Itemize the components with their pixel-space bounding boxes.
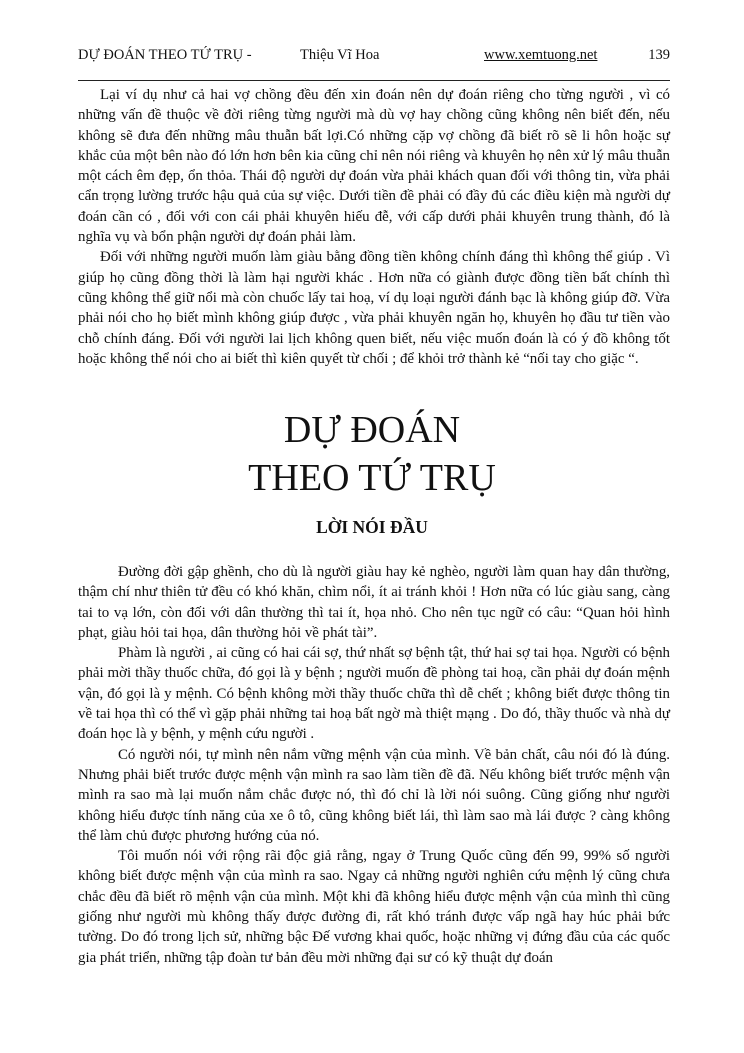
paragraph: Lại ví dụ như cả hai vợ chồng đều đến xin đoán nên dự đoán riêng cho từng người , vì có những vấn đề thuộc về đời riêng từng người mà dù vợ hay chồng cũng không nên biết đến, nếu không sẽ đưa đến những mâu thuẫn bất lợi.Có những cặp vợ chồng đã biết rõ sẽ li hôn hoặc sự khắc của một bên nào đó lớn hơn bên kia cũng chỉ nên nói riêng và khuyên họ nên xử lý mâu thuẫn một cách êm đẹp, ổn thỏa. Thái độ người dự đoán vừa phải khách quan đối với thông tin, vừa phải cẩn trọng lường trước hậu quả của sự việc. Dưới tiền đề phải có đầy đủ các điều kiện mà người dự đoán cần có , đối với con cái phải khuyên hiếu đễ, với cấp dưới phải khuyên trung thành, đó là nghĩa vụ và bổn phận người dự đoán phải làm. bbox=[78, 87, 670, 246]
paragraph: Tôi muốn nói với rộng rãi độc giả rằng, ngay ở Trung Quốc cũng đến 99, 99% số người không biết được mệnh vận của mình ra sao. Ngay cả những người nghiên cứu mệnh lý cũng chưa chắc đều đã biết rõ mệnh vận của mình. Một khi đã không hiểu được mệnh vận của mình thì cũng giống như người mù không thấy được đường đi, rất khó tránh được vấp ngã hay húc phải bức tường. Do đó trong lịch sử, những bậc Đế vương khai quốc, hoặc những vị đứng đầu của các quốc gia phát triển, những tập đoàn tư bản đều mời những đại sư có kỹ thuật dự đoán bbox=[78, 848, 670, 966]
header-book-title: DỰ ĐOÁN THEO TỨ TRỤ - bbox=[78, 47, 252, 63]
book-title-line: DỰ ĐOÁN bbox=[283, 409, 461, 451]
header-website-link[interactable]: www.xemtuong.net bbox=[484, 47, 598, 63]
paragraph: Có người nói, tự mình nên nắm vững mệnh vận của mình. Về bản chất, câu nói đó là đúng. Nhưng phải biết trước được mệnh vận mình ra sao làm tiền đề đã. Nếu không biết trước mệnh vận mình ra sao mà lại muốn nắm chắc được nó, thì đó chỉ là lời nói suông. Cũng giống như người không hiểu được tính năng của xe ô tô, cũng không biết lái, thì làm sao mà lái được ? càng không thể làm chủ được phương hướng của nó. bbox=[78, 746, 670, 844]
preface-heading: LỜI NÓI ĐẦU bbox=[316, 517, 428, 537]
paragraph: Phàm là người , ai cũng có hai cái sợ, thứ nhất sợ bệnh tật, thứ hai sợ tai họa. Người có bệnh phải mời thầy thuốc chữa, đó gọi là y bệnh ; người muốn đề phòng tai hoạ, cần phải dự đoán mệnh vận, đó gọi là y mệnh. Có bệnh không mời thầy thuốc chữa thì dễ chết ; không biết được thông tin về tai họa thì có thể vì gặp phải những tai hoạ bất ngờ mà thiệt mạng . Do đó, thầy thuốc và nhà dự đoán học là y bệnh, y mệnh cứu người . bbox=[78, 645, 670, 743]
preface-text bbox=[78, 562, 670, 968]
book-title-line: THEO TỨ TRỤ bbox=[248, 457, 496, 499]
book-title bbox=[0, 406, 744, 502]
header-page-number: 139 bbox=[648, 47, 670, 63]
header-author: Thiệu Vĩ Hoa bbox=[300, 47, 380, 63]
header-divider bbox=[78, 80, 670, 81]
paragraph: Đối với những người muốn làm giàu bằng đồng tiền không chính đáng thì không thể giúp . Vì giúp họ cũng đồng thời là làm hại người khác . Hơn nữa có giành được đồng tiền bất chính thì cũng không thể giữ nổi mà còn chuốc lấy tai hoạ, ví dụ loại người đánh bạc là không giúp đỡ. Vừa phải nói cho họ biết mình không giúp được , vừa phải khuyên ngăn họ, khuyên họ đầu tư tiền vào chỗ chính đáng. Đối với người lai lịch không quen biết, nếu việc muốn đoán là có ý đồ không tốt hoặc không thể nói cho ai biết thì kiên quyết từ chối ; để khỏi trở thành kẻ “nối tay cho giặc “. bbox=[78, 249, 670, 367]
intro-text bbox=[78, 85, 670, 369]
page-header bbox=[78, 47, 670, 67]
paragraph: Đường đời gập ghềnh, cho dù là người giàu hay kẻ nghèo, người làm quan hay dân thường, thậm chí như thiên tử đều có khó khăn, chìm nổi, ít ai tránh khỏi ! Hơn nữa có lúc giàu sang, càng tai to vạ lớn, còn đối với dân thường thì tai ít, họa nhỏ. Cho nên tục ngữ có câu: “Quan hỏi hình phạt, giàu hỏi tai họa, dân thường hỏi về phát tài”. bbox=[78, 564, 670, 641]
